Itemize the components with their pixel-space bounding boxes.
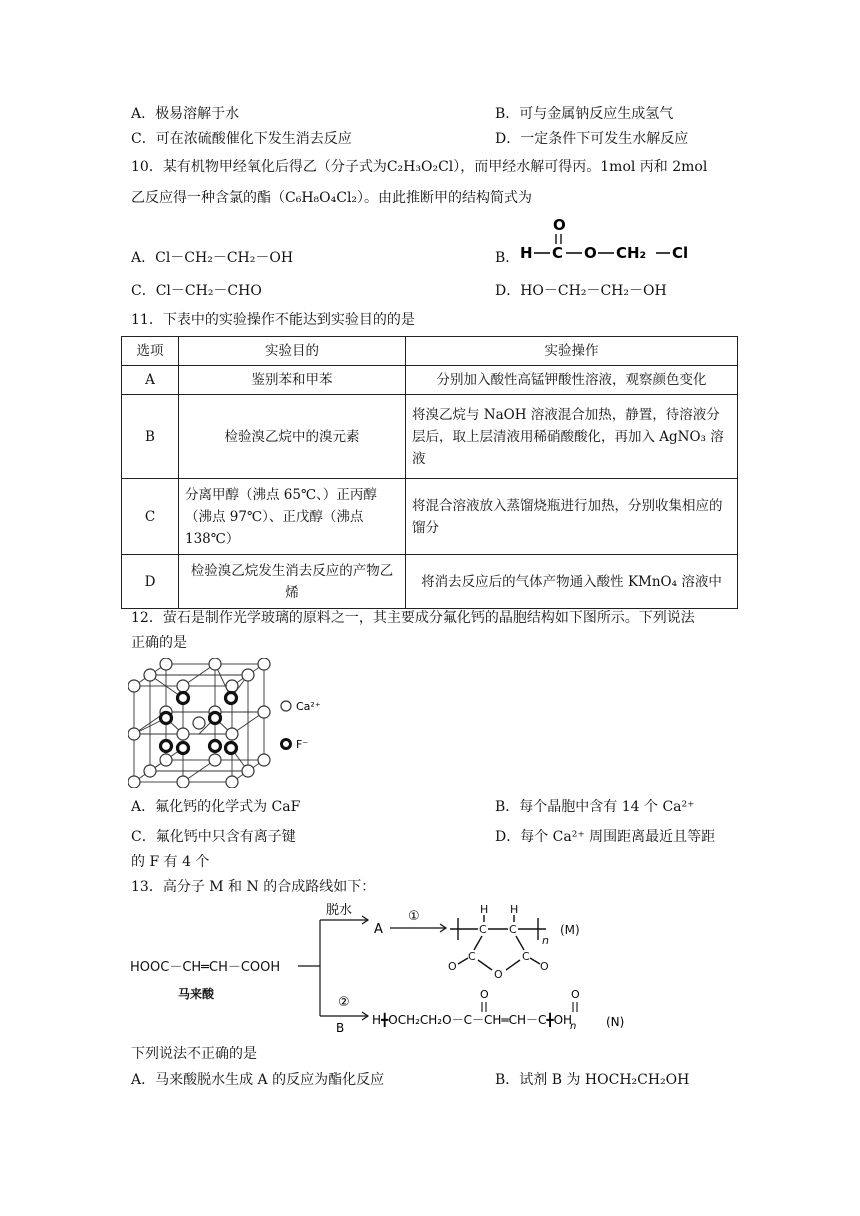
q12-option-c: C．氟化钙中只含有离子键 xyxy=(131,829,296,845)
q13-option-a: A．马来酸脱水生成 A 的反应为酯化反应 xyxy=(131,1072,385,1088)
row-a-option: A xyxy=(122,366,179,395)
q13-stem2: 下列说法不正确的是 xyxy=(131,1046,257,1062)
legend-f-label: F⁻ xyxy=(296,738,309,751)
q10-stem-line2 xyxy=(131,188,532,208)
q12-option-b: B．每个晶胞中含有 14 个 Ca²⁺ xyxy=(495,799,695,815)
q10-option-b-structure xyxy=(518,214,698,270)
q10-stem1-post: ），而甲经水解可得丙。1mol 丙和 2mol xyxy=(453,159,708,175)
q12-option-a: A．氟化钙的化学式为 CaF xyxy=(131,799,301,815)
row-d-operation: 将消去反应后的气体产物通入酸性 KMnO₄ 溶液中 xyxy=(406,555,738,609)
q12-option-d-line1: D．每个 Ca²⁺ 周围距离最近且等距 xyxy=(495,829,716,845)
m-c-ring-left: C xyxy=(468,950,476,963)
step-1-label: ① xyxy=(408,909,420,924)
q12-option-d-line2: 的 F 有 4 个 xyxy=(131,854,210,870)
header-operation: 实验操作 xyxy=(406,337,738,366)
row-d-option: D xyxy=(122,555,179,609)
maleic-acid-name: 马来酸 xyxy=(178,987,215,1001)
q10-option-c: C．Cl－CH₂－CHO xyxy=(131,283,262,299)
n-o-left: O xyxy=(480,988,489,1001)
q9-option-b: B．可与金属钠反应生成氢气 xyxy=(495,106,674,122)
row-b-operation: 将溴乙烷与 NaOH 溶液混合加热，静置，待溶液分层后，取上层清液用稀硝酸酸化，再加入 AgNO₃ 溶液 xyxy=(406,395,738,479)
q10-stem2-post: ）。由此推断甲的结构简式为 xyxy=(357,190,533,206)
crystal-cell-diagram xyxy=(128,658,328,788)
row-c-operation: 将混合溶液放入蒸馏烧瓶进行加热，分别收集相应的馏分 xyxy=(406,479,738,555)
table-row xyxy=(122,395,738,479)
q13-stem: 13．高分子 M 和 N 的合成路线如下： xyxy=(131,879,376,895)
legend-ca-label: Ca²⁺ xyxy=(296,700,321,713)
struct-cl: Cl xyxy=(672,244,689,262)
polymer-n-label: (N) xyxy=(606,1015,625,1029)
maleic-acid-formula: HOOC－CH═CH－COOH xyxy=(130,960,281,975)
struct-ch2: CH₂ xyxy=(616,244,647,262)
dehydrate-label: 脱水 xyxy=(326,903,353,918)
q11-stem: 11．下表中的实验操作不能达到实验目的的是 xyxy=(131,312,415,328)
q9-option-d: D．一定条件下可发生水解反应 xyxy=(495,131,689,147)
row-c-option: C xyxy=(122,479,179,555)
q13-option-b: B．试剂 B 为 HOCH₂CH₂OH xyxy=(495,1072,690,1088)
polymer-n-chain: H╋OCH₂CH₂O－C－CH═CH－C╋OH xyxy=(372,1013,573,1027)
header-purpose: 实验目的 xyxy=(179,337,406,366)
q9-option-c: C．可在浓硫酸催化下发生消去反应 xyxy=(131,131,352,147)
struct-o-top: O xyxy=(553,216,566,234)
table-row xyxy=(122,555,738,609)
m-c-left: C xyxy=(479,923,487,936)
struct-o: O xyxy=(584,244,597,262)
polymer-m-structure xyxy=(450,915,546,970)
q10-stem1-pre: 10．某有机物甲经氧化后得乙（分子式为 xyxy=(131,159,387,175)
m-o-right: O xyxy=(540,960,549,973)
m-o-left: O xyxy=(448,960,457,973)
m-o-ring: O xyxy=(494,968,503,981)
synthesis-route-diagram xyxy=(128,898,648,1038)
q10-option-b-label: B． xyxy=(495,250,520,266)
struct-c: C xyxy=(552,244,564,262)
intermediate-a: A xyxy=(374,922,383,937)
header-option: 选项 xyxy=(122,337,179,366)
legend-ca-marker xyxy=(281,701,291,711)
row-a-operation: 分别加入酸性高锰钾酸性溶液，观察颜色变化 xyxy=(406,366,738,395)
polymer-m-label: (M) xyxy=(560,923,580,937)
q12-stem-line1: 12．萤石是制作光学玻璃的原料之一，其主要成分氟化钙的晶胞结构如下图所示。下列说法 xyxy=(131,610,695,626)
m-c-right: C xyxy=(509,923,517,936)
step-2-label: ② xyxy=(338,995,350,1010)
reagent-b: B xyxy=(336,1021,345,1035)
m-h-left: H xyxy=(480,903,489,916)
legend-f-marker xyxy=(282,740,291,749)
q10-formula-1: C₂H₃O₂Cl xyxy=(386,159,454,175)
q10-stem2-pre: 乙反应得一种含氯的酯（ xyxy=(131,190,285,206)
m-h-right: H xyxy=(510,903,519,916)
table-row xyxy=(122,479,738,555)
row-d-purpose: 检验溴乙烷发生消去反应的产物乙烯 xyxy=(179,555,406,609)
row-b-option: B xyxy=(122,395,179,479)
table-row xyxy=(122,366,738,395)
row-c-purpose: 分离甲醇（沸点 65℃、）正丙醇（沸点 97℃）、正戊醇（沸点 138℃） xyxy=(179,479,406,555)
q12-stem-line2: 正确的是 xyxy=(131,635,187,651)
n-o-right: O xyxy=(571,988,580,1001)
n-n-subscript: n xyxy=(570,1021,577,1032)
struct-h: H xyxy=(520,244,533,262)
m-c-ring-right: C xyxy=(522,950,530,963)
q10-stem-line1 xyxy=(131,157,707,177)
m-n-subscript: n xyxy=(542,934,549,947)
q10-option-a: A．Cl－CH₂－CH₂－OH xyxy=(131,250,294,266)
experiment-table xyxy=(121,336,738,609)
table-header-row xyxy=(122,337,738,366)
q10-formula-2: C₆H₈O₄Cl₂ xyxy=(285,190,358,206)
row-b-purpose: 检验溴乙烷中的溴元素 xyxy=(179,395,406,479)
q10-option-d: D．HO－CH₂－CH₂－OH xyxy=(495,283,667,299)
row-a-purpose: 鉴别苯和甲苯 xyxy=(179,366,406,395)
q9-option-a: A．极易溶解于水 xyxy=(131,106,240,122)
